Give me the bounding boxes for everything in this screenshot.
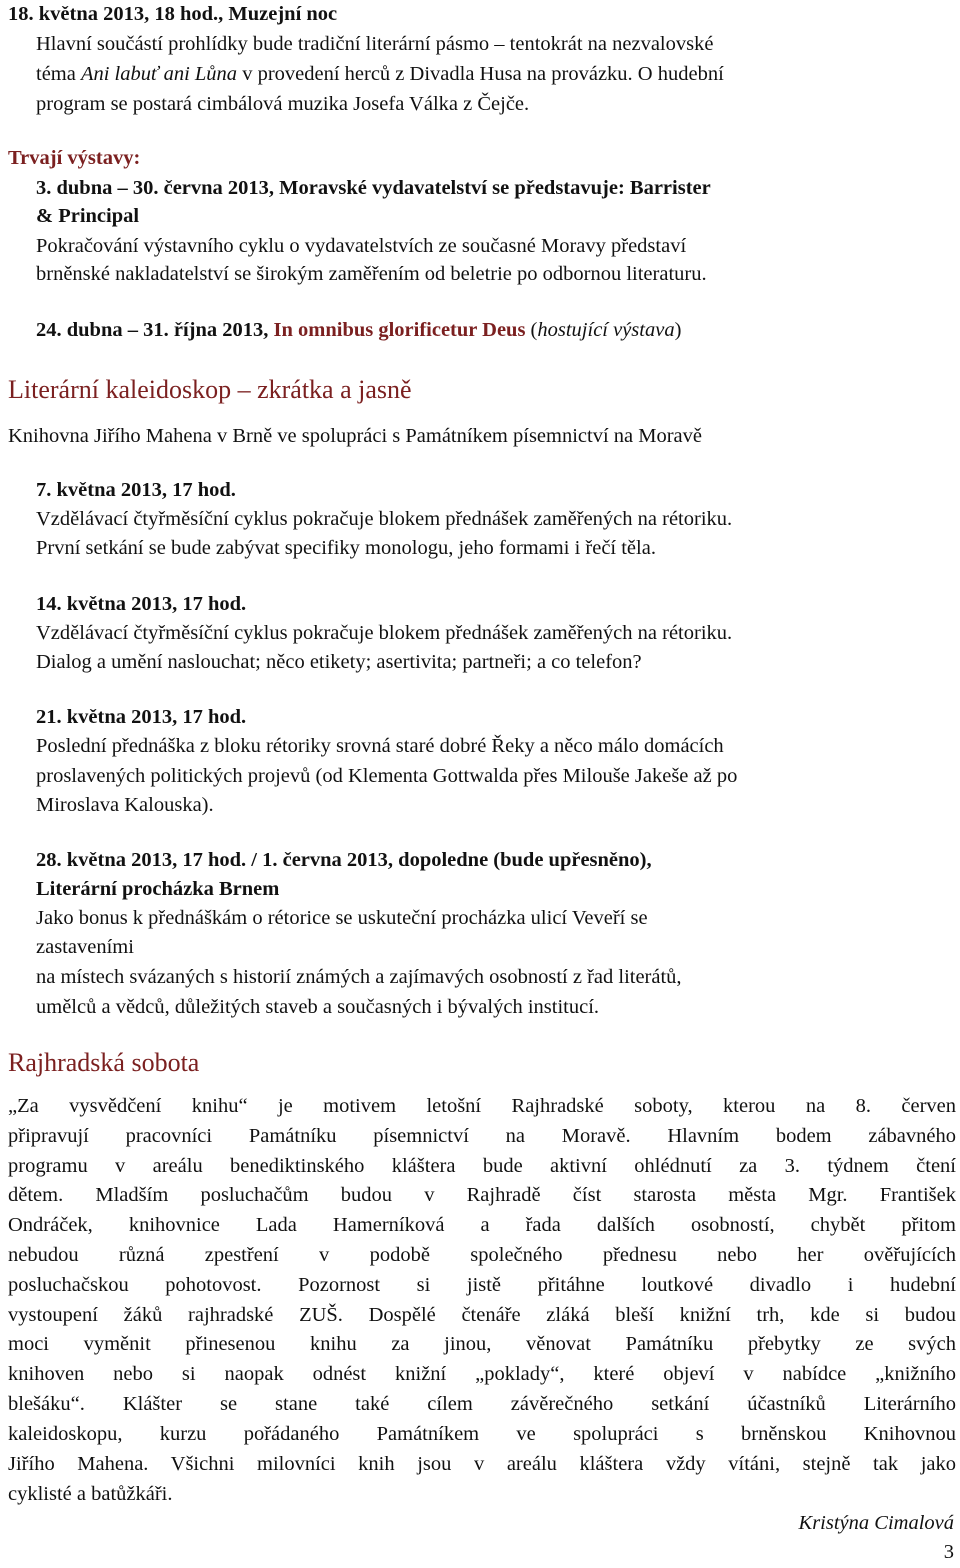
lecture-date: 14. května 2013, 17 hod. [36,593,247,615]
exhibition-date: 3. dubna – 30. června 2013, Moravské vydavatelství se představuje: Barrister [36,177,711,199]
event-title: , Muzejní noc [218,3,338,25]
paragraph-line: Miroslava Kalouska). [36,794,214,816]
paragraph-line: Vzdělávací čtyřměsíční cyklus pokračuje blokem přednášek zaměřených na rétoriku. [36,622,733,644]
exhibition-title: In omnibus glorificetur Deus [268,319,526,341]
paragraph-line: Jako bonus k přednáškám o rétorice se uskuteční procházka ulicí Veveří se [36,907,648,929]
lecture-date: 21. května 2013, 17 hod. [36,706,247,728]
paragraph-line: Ondráček, knihovnice Lada Hamerníková a řada dalších osobností, chybět přitom [8,1214,956,1237]
paragraph-line: připravují pracovníci Památníku písemnictví na Moravě. Hlavním bodem zábavného [8,1124,956,1147]
section-heading-rajhradska-sobota: Rajhradská sobota [8,1048,200,1077]
paragraph-line: Pokračování výstavního cyklu o vydavatelstvích ze současné Moravy představí [36,235,687,257]
paragraph-line: moci vyměnit přinesenou knihu za jinou, věnovat Památníku přebytky ze svých [8,1333,956,1356]
paragraph-line: knihoven nebo si naopak odnést knižní „poklady“, které objeví v nabídce „knižního [8,1363,956,1386]
paragraph-line: Jiřího Mahena. Všichni milovníci knih jsou v areálu kláštera vždy vítáni, stejně tak jako [8,1452,956,1475]
exhibition-2: 24. dubna – 31. října 2013, In omnibus glorificetur Deus (hostující výstava) [36,319,682,341]
paragraph-line: na místech svázaných s historií známých a zajímavých osobností z řad literátů, [36,966,682,988]
work-title: Ani labuť ani Lůna [80,63,238,85]
event-date: 18. května 2013, 18 hod. [8,3,219,25]
exhibitions-heading: Trvají výstavy: [8,147,141,169]
paragraph-line: vystoupení žáků rajhradské ZUŠ. Dospělé čtenáře zláká bleší knižní trh, kde si budou [8,1303,956,1326]
paragraph-line: První setkání se bude zabývat specifiky monologu, jeho formami i řečí těla. [36,537,656,559]
paragraph-line: cyklisté a batůžkáři. [8,1483,173,1505]
paragraph-line: kaleidoskopu, kurzu pořádaného Památníkem ve spolupráci s brněnskou Knihovnou [8,1422,956,1445]
paragraph-line: Hlavní součástí prohlídky bude tradiční literární pásmo – tentokrát na nezvalovské [36,33,714,55]
paragraph-line: blešáku“. Klášter se stane také cílem závěrečného setkání účastníků Literárního [8,1393,956,1415]
paragraph-line: Dialog a umění naslouchat; něco etikety; asertivita; partneři; a co telefon? [36,651,642,673]
paragraph-line: posluchačskou pohotovost. Pozornost si jistě přitáhne loutkové divadlo i hudební [8,1273,956,1296]
paragraph-line: Vzdělávací čtyřměsíční cyklus pokračuje blokem přednášek zaměřených na rétoriku. [36,508,733,530]
section-heading-kaleidoskop: Literární kaleidoskop – zkrátka a jasně [8,375,412,404]
paragraph-line: Poslední přednáška z bloku rétoriky srovná staré dobré Řeky a něco málo domácích [36,735,724,757]
paragraph-line: zastaveními [36,936,134,958]
lecture-date: 7. května 2013, 17 hod. [36,479,236,501]
paragraph-line: dětem. Mladším posluchačům budou v Rajhradě číst starosta města Mgr. František [8,1184,956,1207]
paragraph-line: program se postará cimbálová muzika Josefa Válka z Čejče. [36,93,530,115]
walk-title: Literární procházka Brnem [36,878,280,900]
paragraph-line: téma Ani labuť ani Lůna v provedení herců z Divadla Husa na provázku. O hudební [36,63,724,85]
paragraph-line: „Za vysvědčení knihu“ je motivem letošní Rajhradské soboty, kterou na 8. červen [8,1095,956,1117]
page-number: 3 [943,1541,954,1563]
paragraph-line: proslavených politických projevů (od Klementa Gottwalda přes Milouše Jakeše až po [36,765,738,787]
event-muzejni-noc-heading [8,2,337,26]
author-signature: Kristýna Cimalová [798,1512,954,1534]
paragraph-line: brněnské nakladatelství se širokým zaměřením od beletrie po odbornou literaturu. [36,263,707,285]
walk-date: 28. května 2013, 17 hod. / 1. června 2013, dopoledne (bude upřesněno), [36,849,652,871]
paragraph-line: umělců a vědců, důležitých staveb a současných i bývalých institucí. [36,996,600,1018]
paragraph-line: programu v areálu benediktinského kláštera bude aktivní ohlédnutí za 3. týdnem čtení [8,1154,956,1177]
section-subtitle: Knihovna Jiřího Mahena v Brně ve spolupráci s Památníkem písemnictví na Moravě [8,425,702,447]
exhibition-date-cont: & Principal [36,205,140,227]
paragraph-line: nebudou různá zpestření v podobě společného přednesu nebo her ověřujících [8,1244,956,1266]
